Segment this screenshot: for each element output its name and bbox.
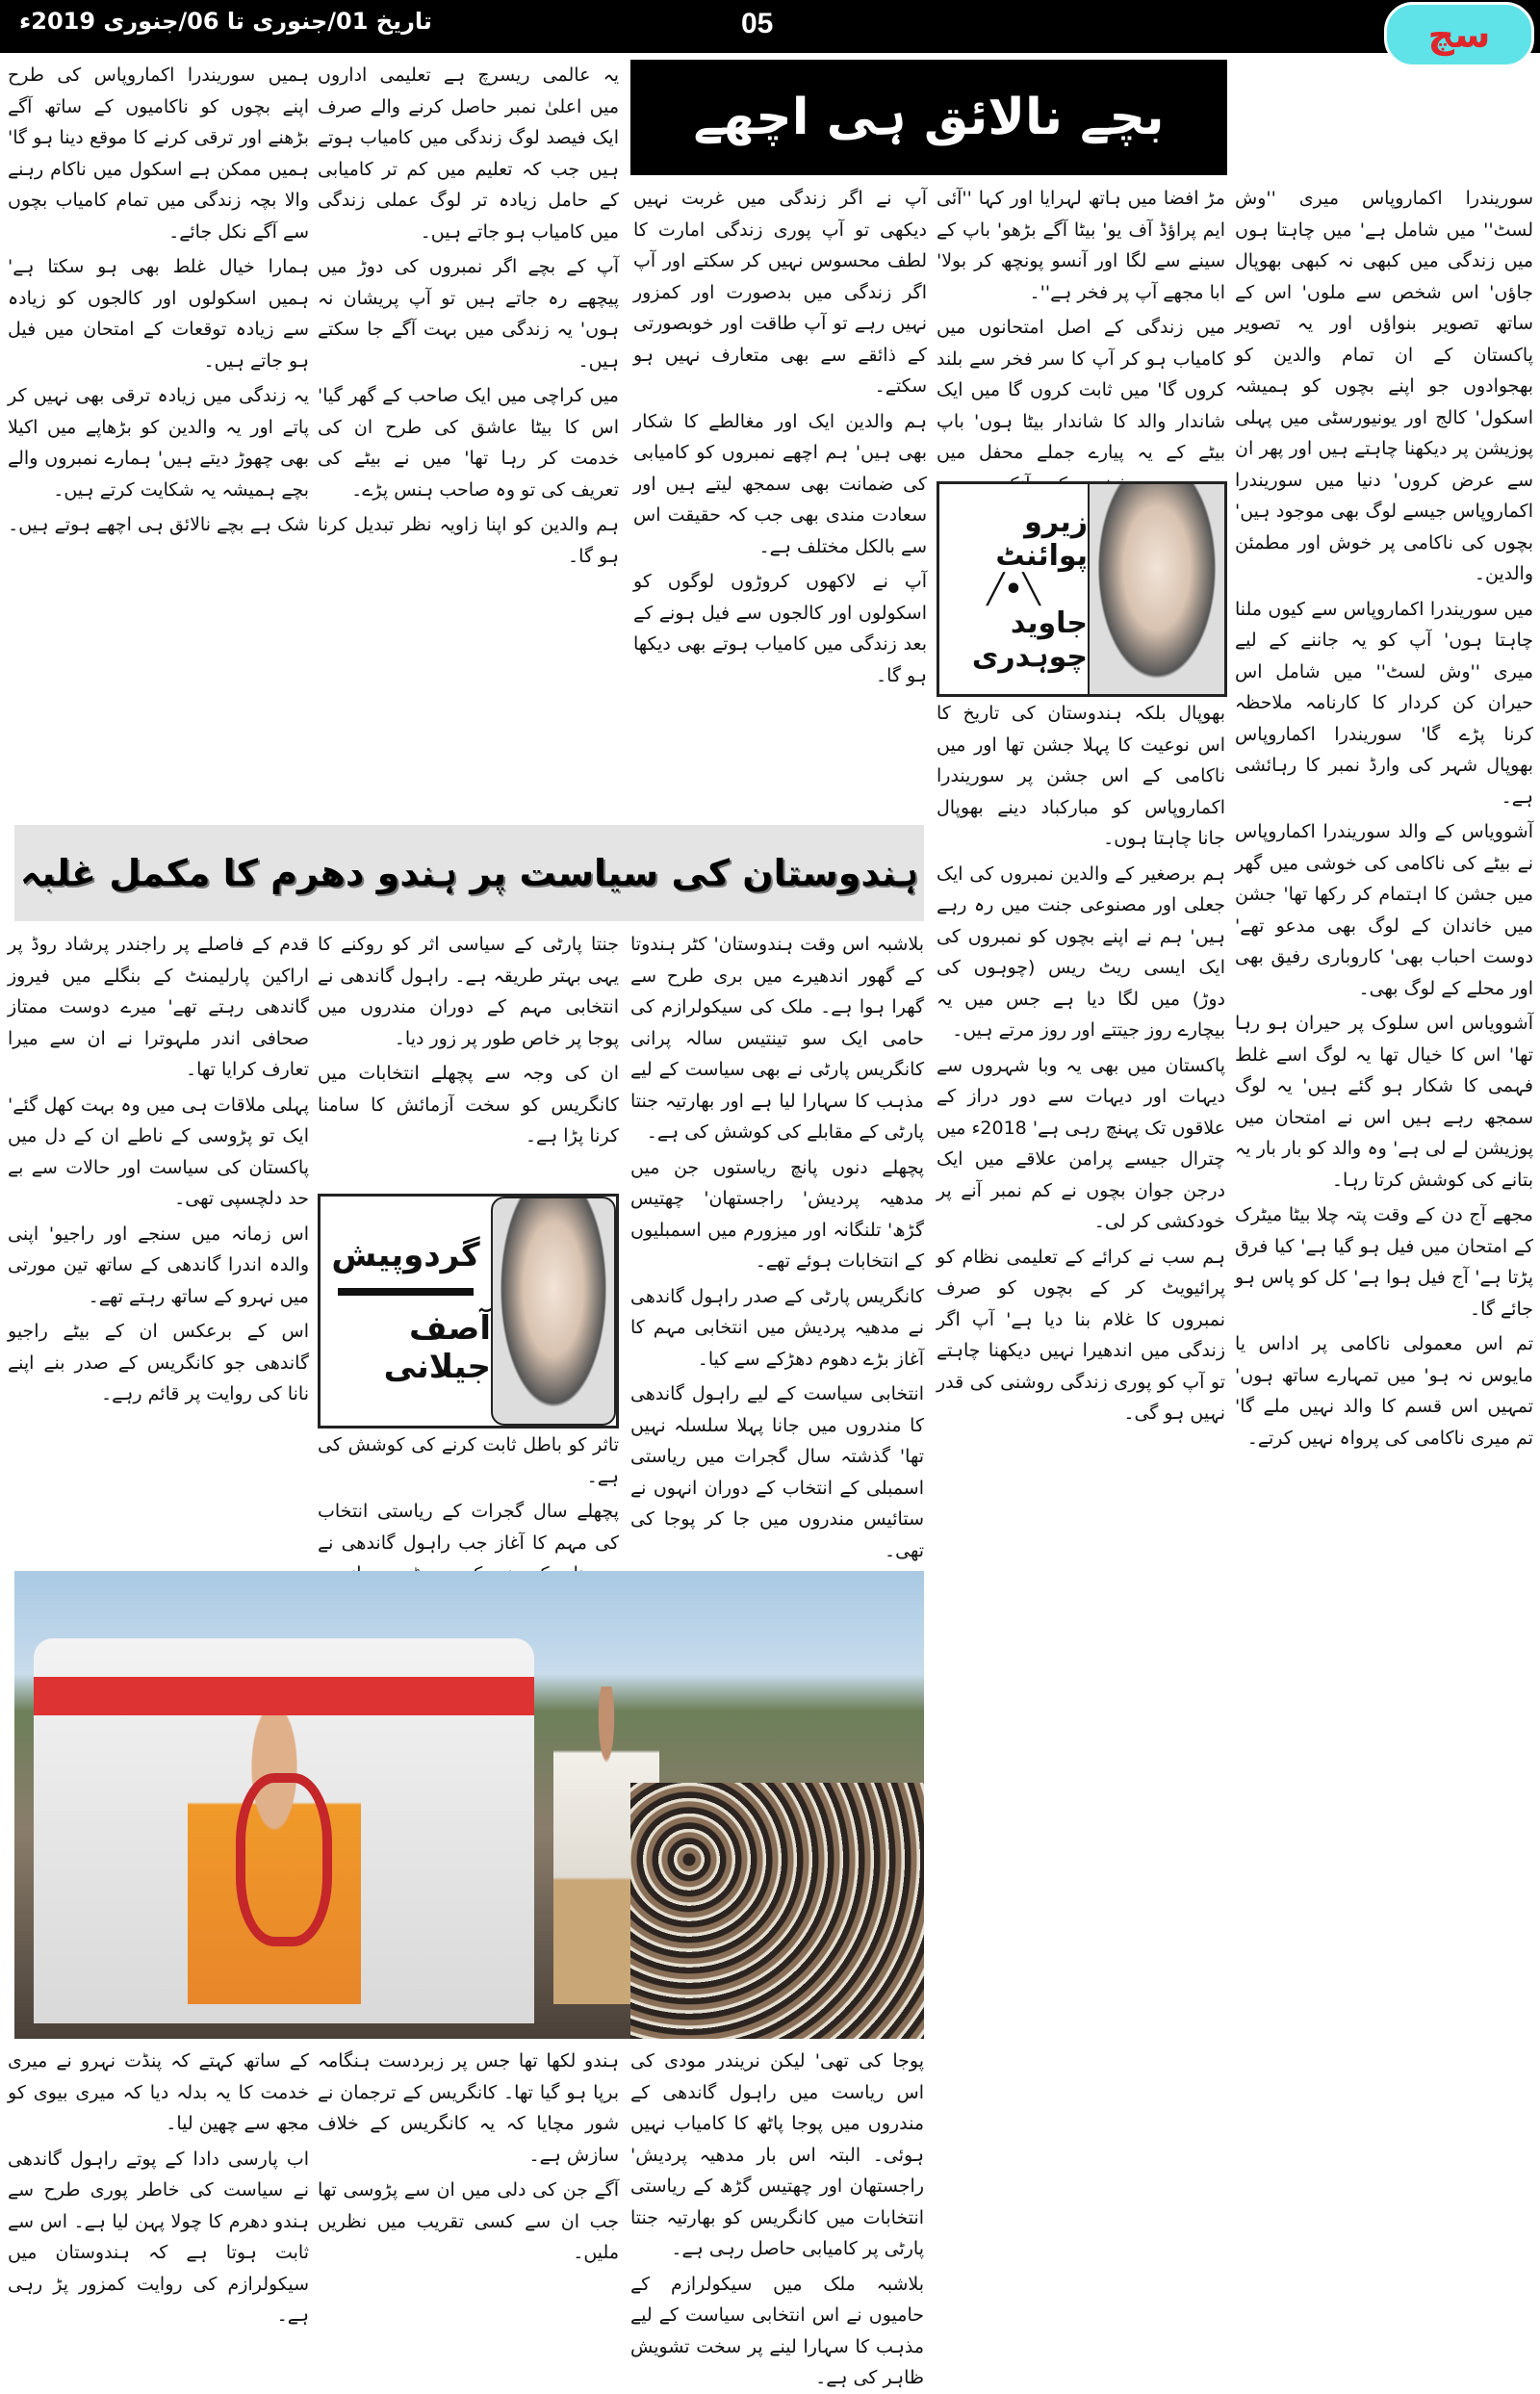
paragraph: بھوپال بلکہ ہندوستان کی تاریخ کا اس نوعیت کا پہلا جشن تھا اور میں ناکامی کے اس جشن پر سوریندرا اکماروپاس کو مبارکباد دینے بھوپال جانا چاہتا ہوں۔ [937, 703, 1225, 849]
paragraph: قدم کے فاصلے پر راجندر پرشاد روڈ پر اراکین پارلیمنٹ کے بنگلے میں فیروز گاندھی رہتے تھے' میرے دوست ممتاز صحافی اندر ملہوترا نے ان سے میرا تعارف کرایا تھا۔ [8, 934, 309, 1080]
paragraph: سوریندرا اکماروپاس میری ''وش لسٹ'' میں شامل ہے' میں چاہتا ہوں میں زندگی میں کبھی نہ کبھی بھوپال جاؤں' اس شخص سے ملوں' اس کے ساتھ تصویر بنواؤں اور یہ تصویر پاکستان کے ان تمام والدین کو بھجوادوں جو اپنے بچوں کو ہمیشہ اسکول' کالج اور یونیورسٹی میں پہلی پوزیشن پر دیکھنا چاہتے ہیں اور پھر ان سے عرض کروں' دنیا میں سوریندرا اکماروپاس جیسے لوگ بھی موجود ہیں' بچوں کی ناکامی پر خوش اور مطمئن والدین۔ [1235, 188, 1533, 584]
paragraph: کانگریس پارٹی کے صدر راہول گاندھی نے مدھیہ پردیش میں انتخابی مہم کا آغاز بڑے دھوم دھڑکے سے کیا۔ [630, 1285, 924, 1370]
columnist-photo [1088, 484, 1224, 694]
article1-column-2-top [937, 183, 1225, 476]
paragraph: تاثر کو باطل ثابت کرنے کی کوشش کی ہے۔ [318, 1434, 619, 1487]
paragraph: پچھلے سال گجرات کے ریاستی انتخاب کی مہم کا آغاز جب راہول گاندھی نے [318, 1501, 619, 1554]
paragraph: مڑ افضا میں ہاتھ لہرایا اور کہا ''آئی ایم پراؤڈ آف یو' بیٹا آگے بڑھو' باپ کے سینے سے لگا اور آنسو پونچھ کر بولا' ابا مجھے آپ پر فخر ہے''۔ [937, 188, 1225, 303]
article1-column-1 [1235, 183, 1533, 2315]
paragraph: ہمیں سوریندرا اکماروپاس کی طرح اپنے بچوں کو ناکامیوں کے ساتھ آگے بڑھنے اور ترقی کرنے کا موقع دینا ہو گا' ہمیں ممکن ہے اسکول میں ناکام رہنے والا بچہ زندگی میں تمام کامیاب بچوں سے آگے نکل جائے۔ [8, 64, 309, 243]
paragraph: بلاشبہ اس وقت ہندوستان' کٹر ہندوتا کے گھور اندھیرے میں بری طرح سے گھرا ہوا ہے۔ ملک کی سیکولرازم کی حامی ایک سو تینتیس سالہ پرانی کانگریس پارٹی نے بھی سیاست کے لیے مذہب کا سہارا لیا ہے اور بھارتیہ جنتا پارٹی کے مقابلے کی کوشش کی ہے۔ [630, 934, 924, 1143]
article2-bottom-column-1 [630, 2046, 924, 2388]
paragraph: تم اس معمولی ناکامی پر اداس یا مایوس نہ ہو' میں تمہارے ساتھ ہوں' تمہیں اس قسم کا والد نہیں ملے گا' تم میری ناکامی کی پرواہ نہیں کرتے۔ [1235, 1333, 1533, 1449]
logo-text: سچ [1427, 13, 1491, 56]
crowd [630, 1783, 924, 2039]
issue-date: تاریخ 01/جنوری تا 06/جنوری 2019ء [19, 8, 432, 35]
paragraph: یہ زندگی میں زیادہ ترقی بھی نہیں کر پاتے اور یہ والدین کو بڑھاپے میں اکیلا بھی چھوڑ دیتے ہیں' ہمارے نمبروں والے بچے ہمیشہ یہ شکایت کرتے ہیں۔ [8, 385, 309, 501]
paragraph: ہم برصغیر کے والدین نمبروں کی ایک جعلی اور مصنوعی جنت میں رہ رہے ہیں' ہم نے اپنے بچوں کو نمبروں کی ایک ایسی ریٹ ریس (چوہوں کی دوڑ) میں لگا دیا ہے جس میں یہ بیچارے روز جیتتے اور روز مرتے ہیں۔ [937, 862, 1225, 1041]
article2-bottom-column-2 [318, 2046, 619, 2315]
paragraph: شک ہے بچے نالائق ہی اچھے ہوتے ہیں۔ [8, 514, 309, 535]
paragraph: آپ نے لاکھوں کروڑوں لوگوں کو اسکولوں اور کالجوں سے فیل ہونے کے بعد زندگی میں کامیاب ہوتے بھی دیکھا ہو گا۔ [633, 571, 927, 686]
garland [236, 1773, 332, 1946]
news-photo-statue-rally [14, 1571, 924, 2039]
paragraph: میں سوریندرا اکماروپاس سے کیوں ملنا چاہتا ہوں' آپ کو یہ جاننے کے لیے میری ''وش لسٹ'' میں شامل اس حیران کن کردار کا کارنامہ ملاحظہ کرنا پڑے گا' سوریندرا اکماروپاس بھوپال شہر کی وارڈ نمبر کا رہائشی ہے۔ [1235, 598, 1533, 808]
paragraph: آشوویاس کے والد سوریندرا اکماروپاس نے بیٹے کی ناکامی کی خوشی میں گھر میں جشن کا اہتمام کر رکھا تھا' جشن میں خاندان کے لوگ بھی مدعو تھے' دوست احباب بھی' کاروباری رفیق بھی اور محلے کے لوگ بھی۔ [1235, 821, 1533, 999]
paragraph: اب پارسی دادا کے پوتے راہول گاندھی نے سیاست کی خاطر پوری طرح سے ہندو دھرم کا چولا پہن لیا ہے۔ اس سے ثابت ہوتا ہے کہ ہندوستان میں سیکولرازم کی روایت کمزور پڑ رہی ہے۔ [8, 2148, 309, 2326]
clock-divider-icon: ╲•╱ [987, 572, 1040, 606]
article2-bottom-column-3 [8, 2046, 309, 2326]
columnist-box-gird-o-pesh [318, 1194, 619, 1429]
article1-column-4 [318, 60, 619, 815]
paragraph: یہ عالمی ریسرچ ہے تعلیمی اداروں میں اعلیٰ نمبر حاصل کرنے والے صرف ایک فیصد لوگ زندگی میں کامیاب ہوتے ہیں جب کہ تعلیم میں کم تر کامیابی کے حامل زیادہ تر لوگ عملی زندگی میں کامیاب ہو جاتے ہیں۔ [318, 64, 619, 243]
paragraph: ہمارا خیال غلط بھی ہو سکتا ہے' ہمیں اسکولوں اور کالجوں کو زیادہ سے زیادہ توقعات کے امتحان میں فیل ہو جاتے ہیں۔ [8, 256, 309, 372]
paragraph: آشوویاس اس سلوک پر حیران ہو رہا تھا' اس کا خیال تھا یہ لوگ اسے غلط فہمی کا شکار ہو گئے ہیں' یہ لوگ سمجھ رہے ہیں اس نے امتحان میں پوزیشن لے لی ہے' وہ والد کو بار بار یہ بتانے کی کوشش کرتا رہا۔ [1235, 1013, 1533, 1191]
paragraph: میں کراچی میں ایک صاحب کے گھر گیا' اس کا بیٹا عاشق کی طرح ان کی خدمت کر رہا تھا' میں نے بیٹے کی تعریف کی تو وہ صاحب ہنس پڑے۔ [318, 385, 619, 501]
article1-column-2-bottom [937, 698, 1225, 2315]
masthead-bar [0, 0, 1540, 53]
columnist-photo [491, 1197, 616, 1426]
paragraph: پہلی ملاقات ہی میں وہ بہت کھل گئے' ایک تو پڑوسی کے ناطے ان کے دل میں پاکستان کی سیاست اور حالات سے بے حد دلچسپی تھی۔ [8, 1094, 309, 1209]
column-label: زیرو پوائنٹ [995, 504, 1088, 573]
article1-headline: بچے نالائق ہی اچھے [630, 60, 1227, 175]
paragraph: پاکستان میں بھی یہ وبا شہروں سے دیہات اور دیہات سے دور دراز کے علاقوں تک پہنچ رہی ہے' 2018ء میں چترال جیسے پرامن علاقے میں ایک درجن جوان بچوں نے کم نمبر آنے پر خودکشی کر لی۔ [937, 1054, 1225, 1232]
paragraph: اس زمانہ میں سنجے اور راجیو' اپنی والدہ اندرا گاندھی کے ساتھ تین مورتی میں نہرو کے ساتھ رہتے تھے۔ [8, 1223, 309, 1307]
paragraph: جنتا پارٹی کے سیاسی اثر کو روکنے کا یہی بہتر طریقہ ہے۔ راہول گاندھی نے انتخابی مہم کے دوران مندروں میں پوجا پر خاص طور پر زور دیا۔ [318, 934, 619, 1049]
column-label: گردوپیش [331, 1236, 480, 1274]
columnist-name: جاوید چوہدری [971, 605, 1088, 674]
bus-stripe [34, 1677, 534, 1715]
paragraph: ہندو لکھا تھا جس پر زبردست ہنگامہ برپا ہو گیا تھا۔ کانگریس کے ترجمان نے شور مچایا کہ یہ کانگریس کے خلاف سازش ہے۔ [318, 2050, 619, 2166]
paragraph: آپ نے اگر زندگی میں غربت نہیں دیکھی تو آپ پوری زندگی امارت کا لطف محسوس نہیں کر سکتے اور آپ اگر زندگی میں بدصورت اور کمزور نہیں رہے تو آپ طاقت اور خوبصورتی کے ذائقے سے بھی متعارف نہیں ہو سکتے۔ [633, 188, 927, 397]
article2-headline: ہندوستان کی سیاست پر ہندو دھرم کا مکمل غلبہ [14, 825, 924, 921]
paragraph: اس کے برعکس ان کے بیٹے راجیو گاندھی جو کانگریس کے صدر بنے اپنے نانا کی روایت پر قائم رہے۔ [8, 1321, 309, 1404]
article2-column-2-top [318, 929, 619, 1189]
paragraph: مجھے آج دن کے وقت پتہ چلا بیٹا میٹرک کے امتحان میں فیل ہو گیا ہے' کیا فرق پڑتا ہے' آج فیل ہوا ہے' کل کو پاس ہو جائے گا۔ [1235, 1204, 1533, 1320]
page-number: 05 [741, 8, 774, 39]
article1-column-3 [633, 183, 927, 813]
paragraph: کے ساتھ کہتے کہ پنڈت نہرو نے میری خدمت کا یہ بدلہ دیا کہ میری بیوی کو مجھ سے چھین لیا۔ [8, 2050, 309, 2134]
paragraph: میں زندگی کے اصل امتحانوں میں کامیاب ہو کر آپ کا سر فخر سے بلند کروں گا' میں ثابت کروں گا میں ایک شاندار والد کا شاندار بیٹا ہوں' باپ بیٹے کے یہ پیارے جملے محفل میں [937, 317, 1225, 463]
article2-column-3 [8, 929, 309, 1564]
paragraph: پچھلے دنوں پانچ ریاستوں جن میں مدھیہ پردیش' راجستھان' چھتیس گڑھ' تلنگانہ اور میزورم میں اسمبلیوں کے انتخابات ہوئے تھے۔ [630, 1156, 924, 1272]
columnist-label-group [321, 1197, 491, 1426]
article2-column-2-bottom [318, 1429, 619, 1564]
columnist-name: آصف جیلانی [383, 1309, 491, 1386]
paragraph: آگے جن کی دلی میں ان سے پڑوسی تھا جب ان سے کسی تقریب میں نظریں ملیں۔ [318, 2179, 619, 2263]
paragraph: آپ کے بچے اگر نمبروں کی دوڑ میں پیچھے رہ جاتے ہیں تو آپ پریشان نہ ہوں' یہ زندگی میں بہت آگے جا سکتے ہیں۔ [318, 256, 619, 372]
paragraph: ہم والدین کو اپنا زاویہ نظر تبدیل کرنا ہو گا۔ [318, 514, 619, 567]
paragraph: بلاشبہ ملک میں سیکولرازم کے حامیوں نے اس انتخابی سیاست کے لیے مذہب کا سہارا لینے پر سخت تشویش ظاہر کی ہے۔ [630, 2273, 924, 2388]
paragraph: پوجا کی تھی' لیکن نریندر مودی کی اس ریاست میں راہول گاندھی کے مندروں میں پوجا پاٹھ کا کامیاب نہیں ہوئی۔ البتہ اس بار مدھیہ پردیش' راجستھان اور چھتیس گڑھ کے ریاستی انتخابات میں کانگریس کو بھارتیہ جنتا پارٹی پر کامیابی حاصل رہی ہے۔ [630, 2050, 924, 2259]
paragraph: ہم سب نے کرائے کے تعلیمی نظام کو پرائیویٹ کر کے بچوں کو صرف نمبروں کا غلام بنا دیا ہے' آپ اگر زندگی میں اندھیرا نہیں دیکھنا چاہتے تو آپ کو پوری زندگی روشنی کی قدر نہیں ہو گی۔ [937, 1246, 1225, 1424]
columnist-box-zero-point [937, 481, 1227, 697]
divider [338, 1288, 475, 1296]
columnist-label-group [939, 484, 1088, 694]
newspaper-logo [1384, 2, 1534, 67]
paragraph: ان کی وجہ سے پچھلے انتخابات میں کانگریس کو سخت آزمائش کا سامنا کرنا پڑا ہے۔ [318, 1063, 619, 1146]
paragraph: ہم والدین ایک اور مغالطے کا شکار بھی ہیں' ہم اچھے نمبروں کو کامیابی کی ضمانت بھی سمجھ لیتے ہیں اور سعادت مندی بھی جب کہ حقیقت اس سے بالکل مختلف ہے۔ [633, 410, 927, 557]
article1-column-5 [8, 60, 309, 815]
paragraph: انتخابی سیاست کے لیے راہول گاندھی کا مندروں میں جانا پہلا سلسلہ نہیں تھا' گذشتہ سال گجرات میں ریاستی اسمبلی کے انتخاب کے دوران انہوں نے ستائیس مندروں میں جا کر پوجا کی تھی۔ [630, 1383, 924, 1561]
article2-column-1 [630, 929, 924, 1564]
